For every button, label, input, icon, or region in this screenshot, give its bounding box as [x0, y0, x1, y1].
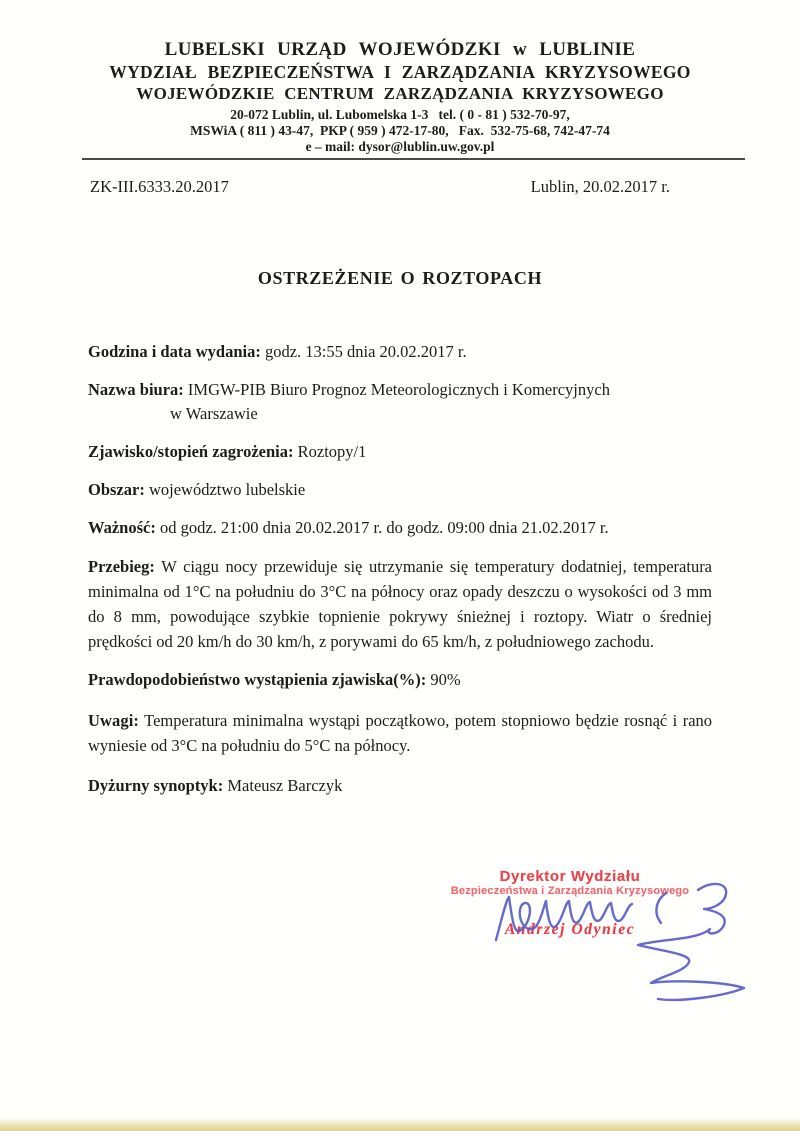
field-remarks-value: Temperatura minimalna wystąpi początkowo, potem stopniowo będzie rosnąć i rano wyniesie od 3°C na południu do 5°C na północy.	[88, 711, 713, 755]
stamp-position-line1: Dyrektor Wydziału	[499, 868, 641, 885]
field-area-label: Obszar:	[88, 480, 145, 499]
letterhead	[0, 0, 800, 160]
field-issued-label: Godzina i data wydania:	[88, 342, 261, 361]
case-number: ZK-III.6333.20.2017	[90, 177, 229, 196]
field-phenomenon-label: Zjawisko/stopień zagrożenia:	[88, 442, 294, 461]
field-validity-value: od godz. 21:00 dnia 20.02.2017 r. do godz. 09:00 dnia 21.02.2017 r.	[159, 518, 609, 537]
reference-row	[90, 177, 670, 197]
field-course-value: W ciągu nocy przewiduje się utrzymanie się temperatury dodatniej, temperatura minimalna od 1°C na południu do 3°C na północy oraz opady deszczu o wysokości od 3 mm do 8 mm, powodujące szybkie topnienie pokrywy śnieżnej i roztopy. Wiatr o średniej prędkości od 20 km/h do 30 km/h, z porywami do 65 km/h, z południowego zachodu.	[88, 557, 713, 651]
field-duty-forecaster-value: Mateusz Barczyk	[227, 776, 343, 795]
field-remarks	[88, 708, 712, 758]
field-issued	[88, 340, 712, 364]
field-duty-forecaster-label: Dyżurny synoptyk:	[88, 776, 224, 795]
field-phenomenon-value: Roztopy/1	[297, 442, 367, 461]
field-validity-label: Ważność:	[88, 518, 156, 537]
letterhead-email: e – mail: dysor@lublin.uw.gov.pl	[305, 139, 495, 154]
field-course-label: Przebieg:	[88, 557, 155, 576]
org-name-line2: WYDZIAŁ BEZPIECZEŃSTWA I ZARZĄDZANIA KRYZYSOWEGO	[109, 62, 691, 82]
field-probability	[88, 668, 712, 692]
field-office-value-line2: w Warszawie	[170, 404, 258, 423]
document-title: OSTRZEŻENIE O ROZTOPACH	[257, 268, 543, 288]
org-name-line3: WOJEWÓDZKIE CENTRUM ZARZĄDZANIA KRYZYSOWEGO	[136, 84, 664, 103]
field-area	[88, 478, 712, 502]
field-course	[88, 554, 712, 654]
approval-stamp	[438, 868, 702, 939]
field-duty-forecaster	[88, 774, 712, 798]
letterhead-address-line2: MSWiA ( 811 ) 43-47, PKP ( 959 ) 472-17-80, Fax. 532-75-68, 742-47-74	[190, 123, 610, 138]
org-name-line1: LUBELSKI URZĄD WOJEWÓDZKI w LUBLINIE	[164, 39, 636, 60]
document-body	[88, 340, 712, 798]
field-office-value-line1: IMGW-PIB Biuro Prognoz Meteorologicznych i Komercyjnych	[187, 380, 610, 399]
field-area-value: województwo lubelskie	[148, 480, 306, 499]
field-probability-value: 90%	[430, 670, 461, 689]
stamp-position-line2: Bezpieczeństwa i Zarządzania Kryzysowego	[450, 885, 690, 897]
field-probability-label: Prawdopodobieństwo wystąpienia zjawiska(%):	[88, 670, 427, 689]
handwritten-signature-ink	[460, 866, 760, 1021]
field-phenomenon	[88, 440, 712, 464]
stamp-signer-name: Andrzej Odyniec	[504, 921, 636, 938]
place-and-date: Lublin, 20.02.2017 r.	[530, 177, 670, 196]
field-issued-value: godz. 13:55 dnia 20.02.2017 r.	[264, 342, 467, 361]
field-office	[88, 378, 712, 426]
letterhead-address-line1: 20-072 Lublin, ul. Lubomelska 1-3 tel. ( 0 - 81 ) 532-70-97,	[230, 107, 570, 122]
field-remarks-label: Uwagi:	[88, 711, 140, 730]
field-office-label: Nazwa biura:	[88, 380, 184, 399]
field-validity	[88, 516, 712, 540]
letterhead-divider	[82, 158, 745, 160]
